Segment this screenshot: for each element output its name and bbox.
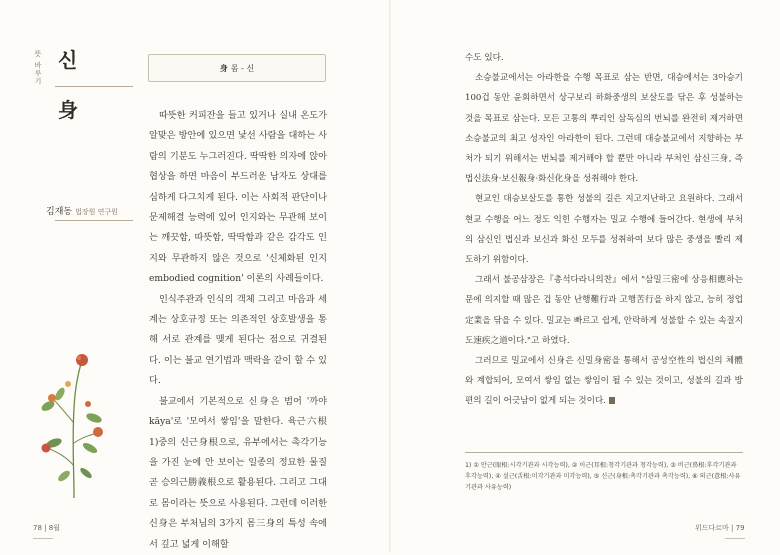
book-gutter	[389, 0, 391, 552]
footnote: 1) ① 안근(眼根:시각기관과 시각능력), ② 이근(耳根:청각기관과 청각능력), ③ 비근(鼻根:후각기관과 후각능력), ④ 설근(舌根:미각기관과 미각능력), ⑤ 신근(身根:촉각기관과 촉각능력), ⑥ 의근(意根:사유기관과 사유능력)	[465, 462, 741, 491]
body-paragraph: 불교에서 기본적으로 신身은 범어 '까야kāya'로 '모여서 쌓임'을 말한다. 육근六根1)중의 신근身根으로, 유부에서는 촉각기능을 가진 눈에 안 보이는 일종의 정묘한 물질 곧 승의근勝義根으로 활용된다. 그리고 그대로 몸이라는 뜻으로 사용된다. 그런데 이러한 신身은 부처님의 3가지 몸三身의 특성 속에서 깊고 넓게 이해할	[149, 395, 327, 550]
footnote-divider	[465, 452, 743, 453]
author-name: 김재동	[46, 207, 73, 217]
flower-illustration	[38, 348, 110, 498]
body-paragraph: 따뜻한 커피잔을 들고 있거나 실내 온도가 알맞은 방안에 있으면 낯선 사람을 대하는 사람의 기분도 누그러진다. 딱딱한 의자에 앉아 협상을 하면 마음이 부드러운 남자도 상대를 심하게 다그치게 된다. 이는 사회적 판단이나 문제해결 능력에 있어 인지와는 무관해 보이는 깨끗함, 따뜻함, 딱딱함과 같은 감각도 인지와 무관하지 않은 것으로 '신체화된 인지embodied cognition' 이론의 사례들이다.	[149, 110, 327, 285]
title-divider	[55, 86, 133, 87]
author-divider	[55, 220, 133, 221]
body-paragraph	[465, 351, 743, 412]
left-body-text	[149, 106, 327, 555]
body-paragraph: 그래서 불공삼장은『총석다라니의찬』에서 "삼밀三密에 상응相應하는 문에 의지할 때 많은 겁 동안 난행難行과 고행苦行을 하지 않고, 능히 정업定業을 닦을 수 있다. 밀교는 빠르고 쉽게, 안락하게 성불할 수 있는 속질지도速疾之道이다."고 하였다.	[465, 275, 743, 346]
page-folio-left: 78 | 8월	[33, 524, 60, 532]
section-tag: 뜻 바루기	[34, 50, 42, 86]
page-title-hanja: 身	[58, 98, 78, 122]
body-paragraph: 수도 있다.	[465, 53, 504, 63]
author-byline	[46, 204, 118, 217]
body-paragraph: 인식주관과 인식의 객체 그리고 마음과 세계는 상호규정 또는 의존적인 상호발생을 통해 서로 관계를 맺게 된다는 점으로 귀결된다. 이는 불교 연기법과 맥락을 같이 할 수 있다.	[149, 293, 327, 387]
final-paragraph-text: 그러므로 밀교에서 신身은 신밀身密을 통해서 공성空性의 법신의 체體와 계합되어, 모여서 쌓임 없는 쌓임이 될 수 있는 것이고, 성불의 길과 방편의 길이 어긋남이 없게 되는 것이다.	[465, 356, 743, 407]
heading-text: 몸 - 신	[230, 63, 255, 73]
folio-rule-right	[725, 538, 745, 539]
page-folio-right: 위드다르마 | 79	[695, 524, 745, 532]
body-paragraph: 소승불교에서는 아라한을 수행 목표로 삼는 반면, 대승에서는 3아승기 100겁 동안 윤회하면서 상구보리 하화중생의 보살도를 닦은 후 성불하는 것을 목표로 삼는다. 모든 고통의 뿌리인 삼독심의 번뇌를 완전히 제거하면 소승불교의 최고 성자인 아라한이 된다. 그런데 대승불교에서 지향하는 부처가 되기 위해서는 번뇌를 제거해야 할 뿐만 아니라 부처인 삼신三身, 즉 법신法身·보신報身·화신化身을 성취해야 한다.	[465, 73, 743, 185]
folio-rule-left	[33, 538, 53, 539]
article-heading-box	[148, 54, 326, 82]
end-mark-icon	[609, 397, 615, 404]
right-body-text	[465, 48, 743, 412]
body-paragraph: 현교인 대승보살도를 통한 성불의 길은 지고지난하고 요원하다. 그래서 현교 수행을 어느 정도 익힌 수행자는 밀교 수행에 들어간다. 현생에 부처의 삼신인 법신과 보신과 화신 모두를 성취하여 보다 많은 중생을 빨리 제도하기 위함이다.	[465, 194, 743, 266]
page-title: 신	[58, 48, 80, 72]
heading-hanja: 身	[219, 63, 228, 73]
author-affiliation: 법장원 연구원	[75, 208, 118, 216]
